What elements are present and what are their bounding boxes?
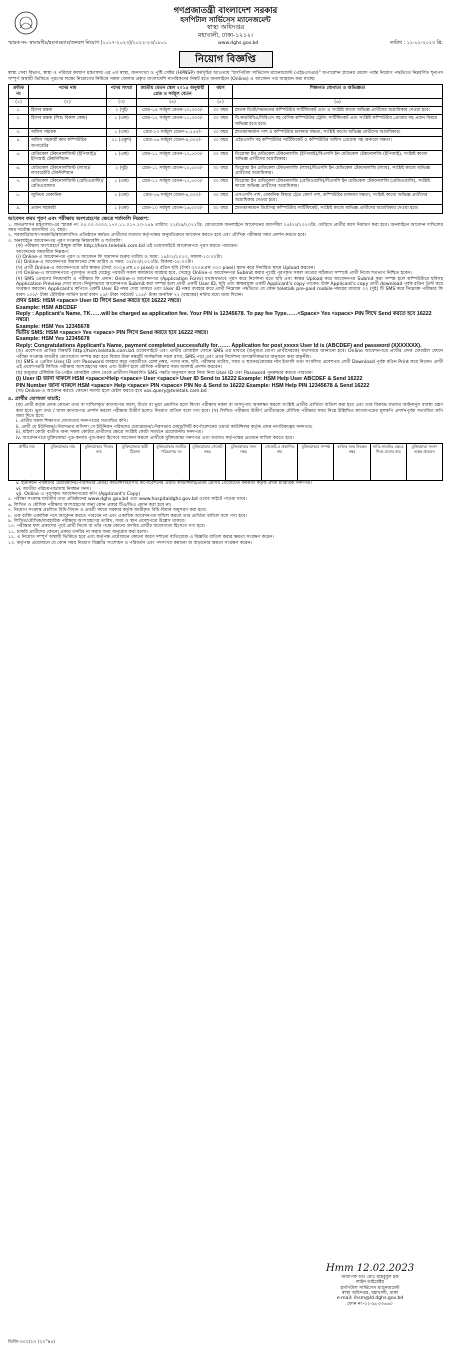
- serial-cell: ২.: [9, 115, 29, 129]
- post-name-cell: অফিস সহকারী কাম কম্পিউটার অপারেটর: [29, 137, 107, 151]
- post-name-cell: জুনিয়র মেকানিক: [29, 191, 107, 205]
- condition-item: v. ইউনিয়ন পরিষদের চেয়ারম্যান/পৌরসভার মেয়র/ কাউন্সিলর/সিটি কর্পোরেশনের ওয়ার্ড কাউন্সিলর/প্রথম শ্রেণির গেজেটেড কর্মকর্তা কর্তৃক প্রদত্ত চারিত্রিক সনদপত্র।: [16, 481, 312, 487]
- qualification-cell: ডিপ্লোমা ইন মেডিকেল টেকনোলজি (ইপিআই)/বিএসসি ইন মেডিকেল টেকনোলজি (ইপিআই), সংশ্লিষ্ট কাজে অভিজ্ঞ প্রার্থীদের অগ্রাধিকার।: [233, 150, 443, 164]
- online-h: (জ) Online-এ আবেদন করতে কোনো সমস্যা হলে মেইল করতে হবে vas.query@teletalk.com.bd: [16, 388, 207, 394]
- grade-cell: গ্রেড-১৪ সর্বমূল বেতন-১০,৩০০/-: [137, 107, 209, 115]
- recover-user-id: (i) User ID জানা থাকলে HSM <space>Help <space> User <space> User ID Send to 16222 Example: HSM Help User ABCDEF & Send 16222: [16, 376, 363, 383]
- department-name: হসপিটাল সার্ভিসেস ম্যানেজমেন্ট: [180, 16, 271, 25]
- post-name-cell: অফিস সহায়ক: [29, 129, 107, 137]
- freedom-fighter-header-cell: মুক্তিযোদ্ধা সংসদ কর্তৃক প্রত্যয়ন: [406, 444, 442, 481]
- condition-item: ১০. পরীক্ষার ফল প্রকাশের পূর্বে প্রার্থী নিজে বা তাঁর পক্ষে কোনো তদবির প্রার্থীর অযোগ্যতা হিসেবে গণ্য হবে।: [8, 524, 206, 530]
- rule-2: ২. সরকারি/আধা-সরকারি/স্বায়ত্তশাসিত প্রতিষ্ঠানে কর্মরত প্রার্থীদের যথাযথ কর্তৃপক্ষের অনুমতিক্রমে আবেদন করতে হবে এবং মৌখিক পরীক্ষার সময় প্রদর্শন করতে হবে।: [8, 233, 307, 239]
- post-count-cell: ১ (এক): [107, 191, 137, 205]
- serial-cell: ৭.: [9, 178, 29, 192]
- age-cell: ৩০ বছর: [209, 129, 233, 137]
- sms1-label: প্রথম SMS: HSM <space> User ID লিখে Send করতে হবে 16222 নম্বরে।: [16, 298, 182, 305]
- sms2-label: দ্বিতীয় SMS: HSM <space> Yes <space> PIN লিখে Send করতে হবে 16222 নম্বরে।: [16, 330, 209, 337]
- signatory-role: লাইন ডাইরেক্টর: [355, 1280, 385, 1286]
- rule-1: ১. জনপ্রশাসন মন্ত্রণালয়-এর স্মারক নং ০৫.০০.০০০০.১৭০.১১.০১৭.২০-১৪৯ তারিখ: ২২/০৯/২০২২খ্রি. মোতাবেক অনলাইনে আবেদনের বয়সসীমা ২৫/০৩/২০২৩খ্রি. তারিখে প্রার্থীর বয়স নির্ধারণ করা হবে। অনলাইনে আবেদন দাখিলের সময় সর্বোচ্চ বয়সসীমা ৩২ বছর।: [8, 222, 443, 233]
- condition-item: ৮. এক ব্যক্তি একাধিক পদে আবেদন করতে পারবেন না এবং একাধিক আবেদনপত্র দাখিল করলে তার প্রার্থিতা বাতিল বলে গণ্য হবে।: [8, 513, 247, 519]
- directorate-name: স্বাস্থ্য অধিদপ্তর: [206, 23, 245, 32]
- govt-name: গণপ্রজাতন্ত্রী বাংলাদেশ সরকার: [173, 6, 278, 16]
- qualification-cell: স্নাতক/সমমান পাশ ও কম্পিউটার চালনায় দক্ষতা, সংশ্লিষ্ট কাজে অভিজ্ঞ প্রার্থীদের অগ্রাধিকার।: [233, 129, 443, 137]
- freedom-fighter-header-cell: গেজেট-এ প্রকাশিত নাম: [262, 444, 298, 481]
- col-serial: ক্রমিক নং: [9, 85, 29, 99]
- post-count-cell: ২ (দুই): [107, 164, 137, 178]
- freedom-fighter-header-cell: ব্যক্তির জন্ম নিবন্ধন নম্বর: [334, 444, 370, 481]
- serial-cell: ৫.: [9, 150, 29, 164]
- index-cell: (১): [9, 98, 29, 106]
- signatory-org: স্বাস্থ্য অধিদপ্তর, মহাখালী, ঢাকা: [341, 1291, 399, 1297]
- vacancy-row: [9, 150, 443, 164]
- sms2-example-1: Example: HSM Yes 12345678: [16, 323, 90, 330]
- grade-cell: গ্রেড-১২ সর্বমূল বেতন-১১,৩০০/-: [137, 115, 209, 129]
- col-grade: জাতীয় বেতন স্কেল ২০১৫ অনুযায়ী গ্রেড ও সর্বমূল বেতন: [137, 85, 209, 99]
- vacancy-body: [9, 107, 443, 213]
- signatory-name: অধ্যাপক ডাঃ মোঃ মাহবুবুল হক: [341, 1274, 399, 1280]
- sms1-reply: Reply : Applicant's Name, TK……will be charged as application fee. Your PIN is 12345678. To pay fee Type……<Space> Yes <space> PIN লিখে Send করতে হবে 16222 নম্বরে।: [16, 310, 432, 324]
- age-cell: ৩০ বছর: [209, 137, 233, 151]
- serial-cell: ৬.: [9, 164, 29, 178]
- grade-cell: গ্রেড-১১ সর্বমূল বেতন-১২,৫০০/-: [137, 178, 209, 192]
- additional-conditions: [8, 481, 443, 546]
- condition-item: ১২. এ নিয়োগ সম্পূর্ণ অস্থায়ী ভিত্তিতে হবে এবং কর্তৃপক্ষ প্রয়োজনে কোনো কারণ দর্শানো ব্যতিরেকে এ বিজ্ঞপ্তি বাতিল করার ক্ষমতা সংরক্ষণ করেন।: [8, 535, 274, 541]
- post-name-cell: মেডিকেল টেকনোলজিস্ট (ল্যাব)/ল্যাবরেটরি টেকনিশিয়ান: [29, 164, 107, 178]
- online-e: (ঙ) প্রবেশপত্র প্রাপ্তির বিষয়টি http://hsm.teletalk.com.bd ওয়েবসাইটে এবং প্রার্থীর মোবাইল ফোনে SMS এর মাধ্যমে (শুধুমাত্র যোগ্য প্রার্থীদেরকে) যথাসময়ে জানানো হবে। Online আবেদনপত্রে প্রার্থীর প্রদত্ত মোবাইল ফোনে পরীক্ষা সংক্রান্ত যাবতীয় যোগাযোগ সম্পন্ন করা হবে বিধায় উক্ত নম্বরটি সার্বক্ষণিক সচল রাখা, SMS পড়া এবং প্রাপ্ত নির্দেশনা তাৎক্ষণিকভাবে অনুসরণ করা বাঞ্ছনীয়।: [16, 349, 443, 360]
- post-name-cell: হিসাব রক্ষক: [29, 107, 107, 115]
- post-count-cell: ১ (এক): [107, 205, 137, 213]
- condition-item: ৫. পরীক্ষা সংক্রান্ত যাবতীয় তথ্য প্রতিষ্ঠানের www.dghs.gov.bd এবং www.hospitaldghs.gov.bd ওয়েব সাইটে পাওয়া যাবে।: [8, 497, 248, 503]
- grade-cell: গ্রেড-২০ সর্বমূল বেতন-৮,২৫০/-: [137, 129, 209, 137]
- online-end-date: (ii) Online-এ আবেদনপত্র জমাদানের শেষ তারিখ ও সময়: ০৫/০৩/২০২৩খ্রি. বিকাল-০৫:০০টা।: [16, 260, 194, 266]
- signature-block: [300, 1263, 440, 1307]
- serial-cell: ৮.: [9, 191, 29, 205]
- rule-4-iv: iv. আবেদনপত্রে মুক্তিযোদ্ধা পুত্র-কন্যার পুত্র-কন্যা হিসেবে আবেদন করলে প্রার্থীকে মুক্তিযোদ্ধা সনদপত্র এবং যথাযথ কর্তৃপক্ষের প্রত্যয়ন দাখিল করতে হবে।: [16, 435, 294, 441]
- sms2-reply: Reply: Congratulations Applicant's Name, payment completed successfully for……. Application for post xxxxx User Id is (ABCDEF) and password (XXXXXXX).: [16, 342, 422, 349]
- col-post-count: পদের সংখ্যা: [107, 85, 137, 99]
- rule-4-iii: iii. মহিলা কোটা ব্যতীত অন্য সকল কোটার প্রার্থীদের ক্ষেত্রে সংশ্লিষ্ট কোটা সমর্থনে প্রয়োজনীয় সনদপত্র।: [16, 430, 203, 436]
- rules-title: আবেদন ফরম পূরণ এবং পরীক্ষায় অংশগ্রহণের ক্ষেত্রে শর্তাবলি নিম্নরূপ:: [8, 215, 149, 222]
- serial-cell: ৪.: [9, 137, 29, 151]
- qualification-cell: এইচএসসি সহ কম্পিউটার সার্টিফিকেট ও কম্পিউটার অফিস প্রোগ্রাম সহ অনারো দক্ষতা।: [233, 137, 443, 151]
- intro-paragraph: স্বাস্থ্য সেবা বিভাগ, স্বাস্থ্য ও পরিবার কল্যাণ মন্ত্রণালয় এর ৪র্থ স্বাস্থ্য, জনসংখ্যা ও পুষ্টি সেক্টর (HPNSP) কর্মসূচির আওতায় "হসপিটাল সার্ভিসেস ম্যানেজমেন্ট (এইচএসএম)" অপারেশন প্ল্যানের মেয়াদ পর্যন্ত নিয়োগ পদ্ধতিতে নিম্নবর্ণিত শূন্যপদ সম্পূর্ণ অস্থায়ী ভিত্তিতে পূরণের লক্ষ্যে নিয়োগের নিমিত্তে সকল জেলার প্রকৃত বাংলাদেশি নাগরিকদের নিকট হতে অনলাইনে (Online) এ আবেদন পত্র আহবান করা যাচ্ছে:: [8, 71, 443, 82]
- grade-cell: গ্রেড-১৬ সর্বমূল বেতন-৯,৩০০/-: [137, 191, 209, 205]
- sms2-example-2: Example: HSM Yes 12345678: [16, 336, 90, 343]
- notice-title: নিয়োগ বিজ্ঞপ্তি: [179, 51, 273, 69]
- sms1-example: Example: HSM ABCDEF: [16, 304, 78, 311]
- vacancy-index-row: [9, 98, 443, 106]
- freedom-fighter-header-cell: মুক্তিযোদ্ধার গেজেট নম্বর: [189, 444, 225, 481]
- condition-item: ৬. লিখিত ও মৌখিক পরীক্ষায় অংশগ্রহণের জন্য কোন প্রকার টিএ/ডিএ প্রদান করা হবে না।: [8, 502, 172, 508]
- condition-item: vi. জাতীয় পরিচয়পত্র/জন্ম নিবন্ধন সনদ।: [16, 486, 91, 492]
- freedom-fighter-header-cell: প্রার্থীর নাম: [9, 444, 45, 481]
- post-count-cell: ১ (এক): [107, 129, 137, 137]
- post-name-cell: হিসাব রক্ষক (শিশু বিকাশ কেন্দ্র): [29, 115, 107, 129]
- grade-cell: গ্রেড-১৬ সর্বমূল বেতন-৯,৩০০/-: [137, 137, 209, 151]
- qualification-cell: এসএসসি পাশ, মেকানিক বিষয়ে ট্রেড কোর্স পাশ, কম্পিউটার চালনায় দক্ষতা, সংশ্লিষ্ট কাজে অভিজ্ঞ প্রার্থীদের অগ্রাধিকার দেওয়া হবে।: [233, 191, 443, 205]
- age-cell: ৩০ বছর: [209, 115, 233, 129]
- age-cell: ৩০ বছর: [209, 191, 233, 205]
- condition-item: vii. Online এ পূরণকৃত আবেদনপত্রের কপি (Applicant's Copy): [16, 491, 141, 497]
- online-dates-title: আবেদনের সময়সীমা নিম্নরূপ:: [16, 249, 70, 255]
- freedom-fighter-header-cell: মুক্তিযোদ্ধার জাতীয় পরিচয়পত্র নং: [153, 444, 189, 481]
- col-age: বয়স: [209, 85, 233, 99]
- qualification-cell: বি.কম/বিবিএ/বিবিএস সহ বেসিক কম্পিউটার ট্রেনিং সার্টিফিকেট এবং সংশ্লিষ্ট কম্পিউটার প্রোগ্রাম সহ প্রধান বিষয়ে অভিজ্ঞ হতে হবে।: [233, 115, 443, 129]
- index-cell: (৫): [209, 98, 233, 106]
- serial-cell: ৯.: [9, 205, 29, 213]
- col-post-name: পদের নাম: [29, 85, 107, 99]
- post-name-cell: প্রধান সহকারী: [29, 205, 107, 213]
- handwritten-signature: Hmm 12.02.2023: [325, 1263, 415, 1274]
- signatory-unit: হসপিটাল সার্ভিসেস ম্যানেজমেন্ট: [340, 1285, 400, 1291]
- rule-4-text: (ক) প্রার্থী কর্তৃক প্রদত্ত কোনো তথ্য বা দাখিলকৃত কাগজপত্র জাল, মিথ্যা বা ভুয়া প্রমাণিত হলে কিংবা পরীক্ষায় নকল বা অসদুপায় অবলম্বন করলে সংশ্লিষ্ট প্রার্থীর প্রার্থিতা বাতিল করা হবে এবং তার বিরুদ্ধে যথাযথ আইনানুগ ব্যবস্থা গ্রহণ করা হবে। ভুল তথ্য / জাল কাগজপত্র প্রদর্শন করলে পরীক্ষায় উত্তীর্ণ হলেও নিয়োগ বাতিল বলে গণ্য হবে। (খ) লিখিত পরীক্ষায় উত্তীর্ণ প্রার্থীদেরকে মৌখিক পরীক্ষার সময় নিম্নে উল্লিখিত কাগজপত্রের মূলকপি প্রদর্শনপূর্বক সত্যায়িত কপি জমা দিতে হবে:: [16, 403, 443, 420]
- qualification-cell: স্নাতক ডিগ্রী/সমমানের কম্পিউটার সার্টিফিকেট এবং এ সংশ্লিষ্ট কাজে অভিজ্ঞ প্রার্থীদের অগ্রাধিকার দেওয়া হবে।: [233, 107, 443, 115]
- freedom-fighter-header-cell: মুক্তিযোদ্ধার স্থায়ী ঠিকানা: [117, 444, 153, 481]
- age-cell: ৩০ বছর: [209, 107, 233, 115]
- age-cell: ৩০ বছর: [209, 178, 233, 192]
- online-c: (গ) Online-এ আবেদনপত্রে পূরণকৃত তথ্যই যেহেতু পরবর্তী সকল কার্যক্রমে ব্যবহার হবে, সেহেতু Online-এ আবেদনপত্র Submit করার পূর্বেই পূরণকৃত সকল তথ্যের সঠিকতা সম্পর্কে প্রার্থী নিজে শতভাগ নিশ্চিত হবেন।: [16, 271, 412, 277]
- rule-4-title: ৪. প্রার্থীর যোগ্যতা যাচাই:: [8, 396, 61, 403]
- index-cell: (২): [29, 98, 107, 106]
- freedom-fighter-header-cell: মুক্তিযোদ্ধার সনদ নম্বর: [225, 444, 261, 481]
- online-b: (খ) প্রার্থী Online-এ আবেদনপত্রে তাঁর স্বাক্ষর (দৈর্ঘ্য ৩০০×প্রস্থ ৮০ pixel) ও রঙিন ছবি (দৈর্ঘ্য ৩০০×প্রস্থ ৩০০ pixel) স্ক্যান করে নির্ধারিত স্থানে Upload করবেন।: [16, 265, 316, 271]
- vacancy-row: [9, 129, 443, 137]
- online-start-date: (i) Online-এ আবেদনপত্র পূরণ ও আবেদন ফি জমাদান শুরুর তারিখ ও সময়: ১৪/০২/২০২৩, সকাল-১০:০০টা।: [16, 254, 223, 260]
- grade-cell: গ্রেড-১১ সর্বমূল বেতন-১২,৫০০/-: [137, 164, 209, 178]
- freedom-fighter-header-row: [9, 444, 443, 481]
- age-cell: ৩০ বছর: [209, 205, 233, 213]
- freedom-fighter-header-cell: মুক্তিযোদ্ধার পিতার নাম: [81, 444, 117, 481]
- online-g: (ছ) শুধুমাত্র টেলিটক প্রি-পেইড মোবাইল ফোন থেকে প্রার্থীগণ নিম্নবর্ণিত SMS পদ্ধতি অনুসরণ করে নিজ নিজ User ID এবং Password পুনরুদ্ধার করতে পারবেন:: [16, 370, 314, 376]
- post-count-cell: ১ (এক): [107, 150, 137, 164]
- grade-cell: গ্রেড-১০ সর্বমূল বেতন-১৬,০০০/-: [137, 205, 209, 213]
- rule-3: ৩. অনলাইনে আবেদনপত্র পূরণ সংক্রান্ত নিয়মাবলি ও শর্তাবলি:: [8, 238, 122, 244]
- footer-code: ডিজি-৩০০/২৩ (২০"x৪): [8, 1340, 56, 1345]
- age-cell: ৩০ বছর: [209, 150, 233, 164]
- index-cell: (৩): [107, 98, 137, 106]
- vacancy-row: [9, 205, 443, 213]
- qualification-cell: ডিপ্লোমা ইন মেডিকেল টেকনোলজি (রেডিওগ্রাফি)/বিএসসি ইন মেডিকেল টেকনোলজি (রেডিওগ্রাফি), সংশ্লিষ্ট কাজে অভিজ্ঞ প্রার্থীদের অগ্রাধিকার।: [233, 178, 443, 192]
- online-d: (ঘ) SMS প্রেরণের নিয়মাবলি ও পরীক্ষার ফি প্রদান: Online-এ আবেদনপত্র (Application Form) যথাযথভাবে পূরণ করে নির্দেশনা মতে ছবি এবং স্বাক্ষর Upload করে আবেদনপত্র Submit করা সম্পন্ন হলে কম্পিউটারে ছবিসহ Application Preview দেখা যাবে। নির্ভুলভাবে আবেদনপত্র Submit করা সম্পন্ন হলে প্রার্থী একটি User ID, ছবি এবং স্বাক্ষরযুক্ত একটি Applicant's copy পাবেন। উক্ত Applicant's copy প্রার্থী download পূর্বক রঙিন প্রিন্ট করে সংরক্ষণ করবেন। Applicant's কপিতে একটি User ID নম্বর দেয়া থাকবে এবং User ID নম্বর ব্যবহার করে প্রার্থী নিম্নোক্ত পদ্ধতিতে যে কোন teletalk pre-paid mobile নম্বরের মাধ্যমে ০২ (দুই) টি SMS করে নিম্নোক্ত পরীক্ষার ফি বাবদ ১০০/- টাকা টেলিটক সার্ভিস চার্জ বাবদ ১৫/- টাকা সর্বমোট ১১৫/- টাকা অনধিক ৭২ (বাহাত্তর) ঘন্টার মধ্যে জমা দিবেন।: [16, 276, 443, 298]
- condition-item: ৭. নিয়োগ সংক্রান্ত প্রচলিত বিধি-বিধান ও প্রবর্তী সময়ে সরকার কর্তৃক জারীকৃত বিধি-বিধান অনুসরণ করা হবে।: [8, 508, 207, 514]
- serial-cell: ১.: [9, 107, 29, 115]
- qualification-cell: ডিপ্লোমা ইন মেডিকেল টেকনোলজি (ল্যাব)/বিএসসি ইন মেডিকেল টেকনোলজি (ল্যাব), সংশ্লিষ্ট কাজে অভিজ্ঞ প্রার্থীদের অগ্রাধিকার।: [233, 164, 443, 178]
- qualification-cell: স্নাতক/সমমান ডিগ্রীসহ কম্পিউটার সার্টিফিকেট, সংশ্লিষ্ট কাজে অভিজ্ঞ প্রার্থীদের অগ্রাধিকার দেওয়া হবে।: [233, 205, 443, 213]
- vacancy-row: [9, 178, 443, 192]
- vacancy-row: [9, 115, 443, 129]
- government-emblem-icon: [14, 10, 38, 36]
- online-a: (ক) পরীক্ষায় অংশগ্রহণে ইচ্ছুক ব্যক্তি http://hsm.teletalk.com.bd এই ওয়েবসাইটে আবেদনপত্র পূরণ করতে পারবেন।: [16, 244, 238, 250]
- condition-item: ৯. লিখিত/মৌখিক/ব্যবহারিক পরীক্ষায় অংশগ্রহণের তারিখ, সময় ও স্থান প্রবেশপত্রে উল্লেখ থাকবে।: [8, 518, 186, 524]
- post-name-cell: মেডিকেল টেকনোলজিস্ট (ইপিআই)/ইপিআই টেকনিশিয়ান: [29, 150, 107, 164]
- index-cell: (৬): [233, 98, 443, 106]
- vacancy-row: [9, 137, 443, 151]
- condition-item: ১১. চাকরি প্রার্থীদের কোনো প্রকার তদবির না করার জন্য অনুরোধ করা হলো।: [8, 529, 148, 535]
- post-count-cell: ১ (এক): [107, 115, 137, 129]
- vacancy-row: [9, 107, 443, 115]
- age-cell: ৩০ বছর: [209, 164, 233, 178]
- notice-page: [8, 6, 443, 546]
- freedom-fighter-header-cell: মুক্তিযোদ্ধার সম্পর্ক: [298, 444, 334, 481]
- freedom-fighter-header-cell: মুক্তিযোদ্ধার নাম: [45, 444, 81, 481]
- freedom-fighter-header-cell: নাতি-নাতনির ক্ষেত্রে পিতা-মাতার নাম: [370, 444, 406, 481]
- office-address: মহাখালী, ঢাকা-১২১২।: [198, 31, 253, 39]
- signatory-phone: ফোন নং-০২-৯৮৩৩৬৬০: [347, 1301, 393, 1307]
- recover-pin: PIN Number জানা থাকলে HSM <space> Help <space> PIN <space> PIN No & Send to 16222 Example: HSM Help PIN 12345678 & Send 16222: [16, 382, 370, 389]
- rule-4-i: i. প্রার্থীর সকল শিক্ষাগত যোগ্যতার সনদপত্রের সত্যায়িত কপি।: [16, 419, 129, 425]
- online-f: (চ) SMS এ প্রেরিত User ID এবং Password ব্যবহার করে পরবর্তীতে রোল নম্বর, পদের নাম, ছবি, পরীক্ষার তারিখ, সময় ও স্থানের/কেন্দ্রের নাম ইত্যাদি তথ্য সংবলিত প্রবেশপত্র প্রার্থী Download পূর্বক রঙিন Print করে নিবেন। প্রার্থী এই প্রবেশপত্রটি লিখিত পরীক্ষায় অংশগ্রহণের সময় এবং উত্তীর্ণ হলে মৌখিক পরীক্ষার সময় অবশ্যই প্রদর্শন করবেন।: [16, 360, 443, 371]
- post-count-cell: ১ (এক): [107, 178, 137, 192]
- signatory-email[interactable]: e-mail: ihsm@ld.dghs.gov.bd: [336, 1296, 404, 1302]
- vacancy-row: [9, 191, 443, 205]
- post-name-cell: মেডিকেল টেকনোলজিস্ট (রেডিওগ্রাফি)/রেডিওগ্রাফার: [29, 178, 107, 192]
- index-cell: (৪): [137, 98, 209, 106]
- post-count-cell: ২১ (একুশ): [107, 137, 137, 151]
- vacancy-header-row: [9, 85, 443, 99]
- memo-date: তারিখ : ১২-০২-২০২৩ খ্রি.: [389, 41, 443, 46]
- vacancy-table: [8, 84, 443, 213]
- freedom-fighter-table: [8, 443, 443, 481]
- serial-cell: ৩.: [9, 129, 29, 137]
- vacancy-row: [9, 164, 443, 178]
- post-count-cell: ২ (দুই): [107, 107, 137, 115]
- condition-item: ১৩. কর্তৃপক্ষ প্রয়োজনে যে কোন সময় নিয়োগ বিজ্ঞপ্তি সংশোধন ও পরিবর্তন এবং পদসংখ্যা কমানো বা বাড়ানোর ক্ষমতা সংরক্ষণ করেন।: [8, 540, 252, 546]
- memo-reference: স্মারক নং- স্বাঃঅধিঃ/হঃসাঃম্যাঃ/জনবল নিয়োগ (২০১৭-২০২৩)/২০২২-২৩/১৮০১: [8, 41, 168, 46]
- rule-4-ii: ii. প্রার্থী যে ইউনিয়ন/পৌরসভার বাসিন্দা সে ইউনিয়ন পরিষদের চেয়ারম্যান/পৌরসভার মেয়র/সিটি কর্পোরেশনের ওয়ার্ড কাউন্সিলর কর্তৃক প্রদত্ত নাগরিকত্বের সনদপত্র।: [16, 424, 313, 430]
- header-website-link[interactable]: www.dghs.gov.bd: [218, 41, 259, 46]
- grade-cell: গ্রেড-১১ সর্বমূল বেতন-১২,৫০০/-: [137, 150, 209, 164]
- col-qualification: শিক্ষাগত যোগ্যতা ও অভিজ্ঞতা: [233, 85, 443, 99]
